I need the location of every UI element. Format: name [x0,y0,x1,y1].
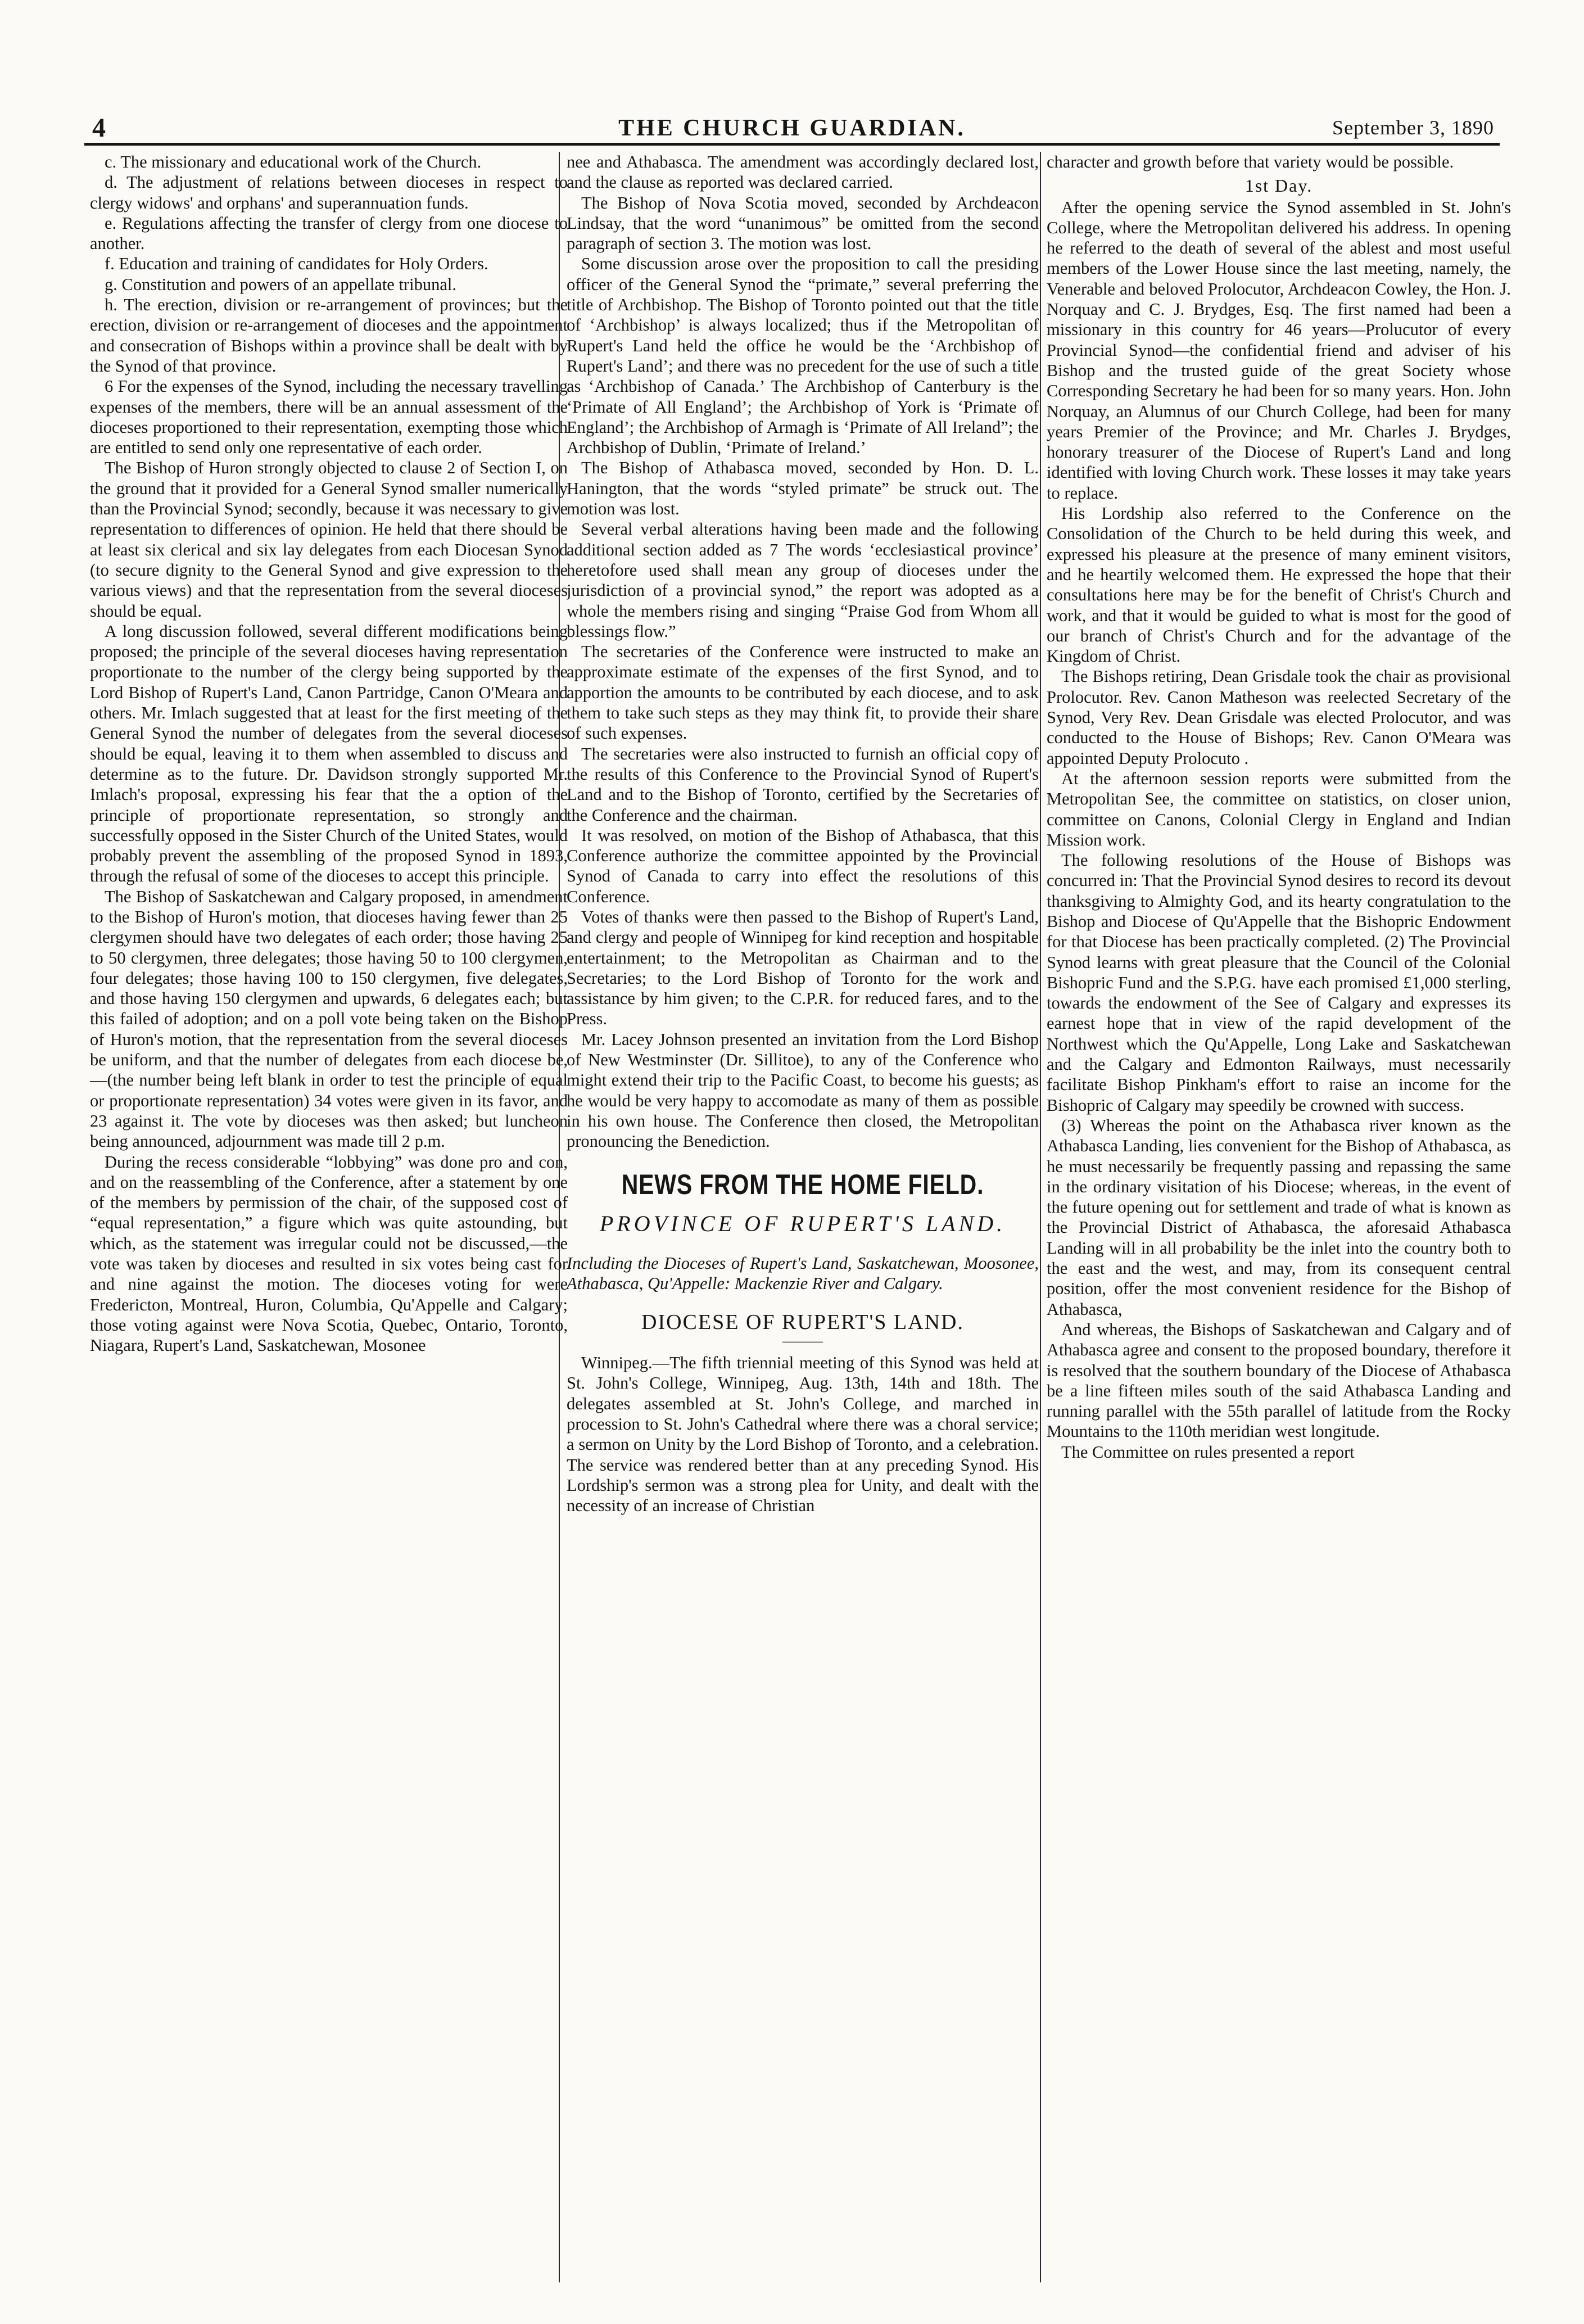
province-heading: PROVINCE OF RUPERT'S LAND. [599,1210,1006,1236]
divider: ——— [782,1334,823,1349]
column-rule [1040,152,1041,2282]
paragraph: d. The adjustment of relations between dioceses in respect to clergy widows' and orphans' and superannuation funds. [90,173,568,212]
paragraph: The Bishop of Huron strongly objected to clause 2 of Section I, on the ground that it provided for a General Synod smaller numerically than the Provincial Synod; secondly, because it was necessary to give representation to differences of opinion. He held that there should be at least six clerical and six lay delegates from each Diocesan Synod (to secure dignity to the General Synod and give expression to the various views) and that the representation from the several dioceses should be equal. [90,458,568,621]
paragraph: The Committee on rules presented a report [1061,1442,1355,1462]
paragraph: The Bishop of Saskatchewan and Calgary proposed, in amendment to the Bishop of Huron's motion, that dioceses having fewer than 25 clergymen should have two delegates of each order; those having 25 to 50 clergymen, three delegates; those having 50 to 100 clergymen, four delegates; those having 100 to 150 clergymen, five delegates, and those having 150 clergymen and upwards, 6 delegates each; but this failed of adoption; and on a poll vote being taken on the Bishop of Huron's motion, that the representation from the several dioceses be uniform, and that the number of delegates from each diocese be,—(the number being left blank in order to test the principle of equal or proportionate representation) 34 votes were given in its favor, and 23 against it. The vote by dioceses was then asked; but luncheon being announced, adjournment was made till 2 p.m. [90,887,568,1151]
paragraph: c. The missionary and educational work of the Church. [105,152,482,171]
paragraph: g. Constitution and powers of an appellate tribunal. [105,274,456,294]
paragraph: h. The erection, division or re-arrangement of provinces; but the erection, division or re-arrangement of dioceses and the appointment and consecration of Bishops within a province shall be dealt with by the Synod of that province. [90,295,568,376]
paragraph: His Lordship also referred to the Conference on the Consolidation of the Church to be held during this week, and expressed his pleasure at the presence of many eminent visitors, and he heartily welcomed them. He expressed the hope that their consultations here may be for the benefit of Christ's Church and work, and that it would be guided to what is most for the good of our branch of Christ's Church and for the advantage of the Kingdom of Christ. [1047,504,1511,666]
paragraph: The Bishops retiring, Dean Grisdale took the chair as provisional Prolocutor. Rev. Canon Matheson was reelected Secretary of the Synod, Very Rev. Dean Grisdale was elected Prolocutor, and was conducted to the House of Bishops; Rev. Canon O'Meara was appointed Deputy Prolocuto . [1047,667,1511,768]
page-number: 4 [92,113,106,143]
paragraph: (3) Whereas the point on the Athabasca river known as the Athabasca Landing, lies convenient for the Bishop of Athabasca, as he must necessarily be frequently passing and repassing the same in the ordinary visitation of his Diocese; whereas, in the event of the future opening out for settlement and trade of what is known as the Provincial District of Athabasca, the aforesaid Athabasca Landing will in all probability be the inlet into the country both to the east and the west, and may, from its consequent central position, offer the most convenient residence for the Bishop of Athabasca, [1047,1115,1511,1319]
day-heading: 1st Day. [1244,175,1313,196]
issue-date: September 3, 1890 [1332,116,1494,139]
paragraph: And whereas, the Bishops of Saskatchewan and Calgary and of Athabasca agree and consent to the proposed boundary, therefore it is resolved that the southern boundary of the Diocese of Athabasca be a line fifteen miles south of the said Athabasca Landing and running parallel with the 55th parallel of latitude from the Rocky Mountains to the 110th meridian west longitude. [1047,1319,1511,1441]
paragraph: The Bishop of Athabasca moved, seconded by Hon. D. L. Hanington, that the words “styled primate” be struck out. The motion was lost. [567,458,1039,519]
paragraph: f. Education and training of candidates for Holy Orders. [105,254,488,274]
paragraph: character and growth before that variety would be possible. [1047,152,1454,171]
paragraph: Mr. Lacey Johnson presented an invitation from the Lord Bishop of New Westminster (Dr. Sillitoe), to any of the Conference who might extend their trip to the Pacific Coast, to become his guests; as he would be very happy to accomodate as many of them as possible in his own house. The Conference then closed, the Metropolitan pronouncing the Benediction. [567,1029,1039,1151]
paragraph: A long discussion followed, several different modifications being proposed; the principle of the several dioceses having representation proportionate to the number of the clergy being supported by the Lord Bishop of Rupert's Land, Canon Partridge, Canon O'Meara and others. Mr. Imlach suggested that at least for the first meeting of the General Synod the number of delegates from the several dioceses should be equal, leaving it to them when assembled to discuss and determine as to the future. Dr. Davidson strongly supported Mr. Imlach's proposal, expressing his fear that the a option of the principle of proportionate representation, so strongly and successfully opposed in the Sister Church of the United States, would probably prevent the assembling of the proposed Synod in 1893, through the refusal of some of the dioceses to accept this principle. [90,621,568,886]
paragraph: Winnipeg.—The fifth triennial meeting of this Synod was held at St. John's College, Winnipeg, Aug. 13th, 14th and 18th. The delegates assembled at St. John's College, and marched in procession to St. John's Cathedral where there was a choral service; a sermon on Unity by the Lord Bishop of Toronto, and a celebration. The service was rendered better than at any preceding Synod. His Lordship's sermon was a strong plea for Unity, and dealt with the necessity of an increase of Christian [567,1353,1039,1516]
diocese-heading: DIOCESE OF RUPERT'S LAND. [641,1310,964,1334]
paragraph: Votes of thanks were then passed to the Bishop of Rupert's Land, and clergy and people of Winnipeg for kind reception and hospitable entertainment; to the Metropolitan as Chairman and to the Secretaries; to the Lord Bishop of Toronto for the work and assistance by him given; to the C.P.R. for reduced fares, and to the Press. [567,907,1039,1029]
paragraph: The following resolutions of the House of Bishops was concurred in: That the Provincial Synod desires to record its devout thanksgiving to Almighty God, and its hearty congratulation to the Bishop and Diocese of Qu'Appelle that the Bishopric Endowment for that Diocese has been practically completed. (2) The Provincial Synod learns with great pleasure that the Council of the Colonial Bishopric Fund and the S.P.G. have each promised £1,000 sterling, towards the endowment of the See of Calgary and expresses its earnest hope that in view of the rapid development of the Northwest which the Qu'Appelle, Long Lake and Saskatchewan and the Calgary and Edmonton Railways, must necessarily facilitate Bishop Pinkham's effort to raise an income for the Bishopric of Calgary may speedily be crowned with success. [1047,851,1511,1115]
paragraph: e. Regulations affecting the transfer of clergy from one diocese to another. [90,213,568,254]
column-3 [1047,152,1511,2288]
column-2 [567,152,1039,2288]
paragraph: It was resolved, on motion of the Bishop of Athabasca, that this Conference authorize the committee appointed by the Provincial Synod of Canada to carry into effect the resolutions of this Conference. [567,825,1039,906]
paragraph: During the recess considerable “lobbying” was done pro and con, and on the reassembling of the Conference, after a statement by one of the members by permission of the chair, of the supposed cost of “equal representation,” a figure which was quite astounding, but which, as the statement was irregular could not be discussed,—the vote was taken by dioceses and resulted in six votes being cast for and nine against the motion. The dioceses voting for were Fredericton, Montreal, Huron, Columbia, Qu'Appelle and Calgary; those voting against were Nova Scotia, Quebec, Ontario, Toronto, Niagara, Rupert's Land, Saskatchewan, Mosonee [90,1152,568,1355]
section-heading: NEWS FROM THE HOME FIELD. [621,1168,984,1200]
paragraph: At the afternoon session reports were submitted from the Metropolitan See, the committee on statistics, on closer union, committee on Canons, Colonial Clergy in England and Indian Mission work. [1047,768,1511,849]
dioceses-note: Including the Dioceses of Rupert's Land, Saskatchewan, Moosonee, Athabasca, Qu'Appelle: Mackenzie River and Calgary. [567,1254,1039,1294]
paragraph: The secretaries of the Conference were instructed to make an approximate estimate of the expenses of the first Synod, and to apportion the amounts to be contributed by each diocese, and to ask them to take such steps as they may think fit, to provide their share of such expenses. [567,642,1039,743]
paragraph: Several verbal alterations having been made and the following additional section added as 7 The words ‘ecclesiastical province’ heretofore used shall mean any group of dioceses under the jurisdiction of a provincial synod,” the report was adopted as a whole the members rising and singing “Praise God from Whom all blessings flow.” [567,519,1039,641]
paragraph: nee and Athabasca. The amendment was accordingly declared lost, and the clause as reported was declared carried. [567,152,1039,192]
paragraph: Some discussion arose over the proposition to call the presiding officer of the General Synod the “primate,” several preferring the title of Archbishop. The Bishop of Toronto pointed out that the title of ‘Archbishop’ is always localized; thus if the Metropolitan of Rupert's Land held the office he would be the ‘Archbishop of Rupert's Land’; and there was no precedent for the use of such a title as ‘Archbishop of Canada.’ The Archbishop of Canterbury is the ‘Primate of All England’; the Archbishop of York is ‘Primate of England’; the Archbishop of Armagh is ‘Primate of All Ireland”; the Archbishop of Dublin, ‘Primate of Ireland.’ [567,254,1039,458]
masthead [84,112,1500,146]
paper-title: THE CHURCH GUARDIAN. [618,115,966,141]
paragraph: The Bishop of Nova Scotia moved, seconded by Archdeacon Lindsay, that the word “unanimous” be omitted from the second paragraph of section 3. The motion was lost. [567,193,1039,254]
paragraph: After the opening service the Synod assembled in St. John's College, where the Metropolitan delivered his address. In opening he referred to the death of several of the ablest and most useful members of the Lower House since the last meeting, namely, the Venerable and beloved Prolocutor, Archdeacon Cowley, the Hon. J. Norquay and C. J. Brydges, Esq. The first named had been a missionary in this country for 46 years—Prolucutor of every Provincial Synod—the confidential friend and adviser of his Bishop and the trusted guide of the great Society whose Corresponding Secretary he had been for so many years. Hon. John Norquay, an Alumnus of our Church College, had been for many years Premier of the Province; and Mr. Charles J. Brydges, honorary treasurer of the Diocese of Rupert's Land and long identified with loving Church work. These losses it may take years to replace. [1047,197,1511,503]
column-1 [90,152,568,2288]
paragraph: The secretaries were also instructed to furnish an official copy of the results of this Conference to the Provincial Synod of Rupert's Land and to the Bishop of Toronto, certified by the Secretaries of the Conference and the chairman. [567,744,1039,825]
paragraph: 6 For the expenses of the Synod, including the necessary travelling expenses of the members, there will be an annual assessment of the dioceses proportioned to their representation, exempting those which are entitled to send only one representative of each order. [90,377,568,458]
